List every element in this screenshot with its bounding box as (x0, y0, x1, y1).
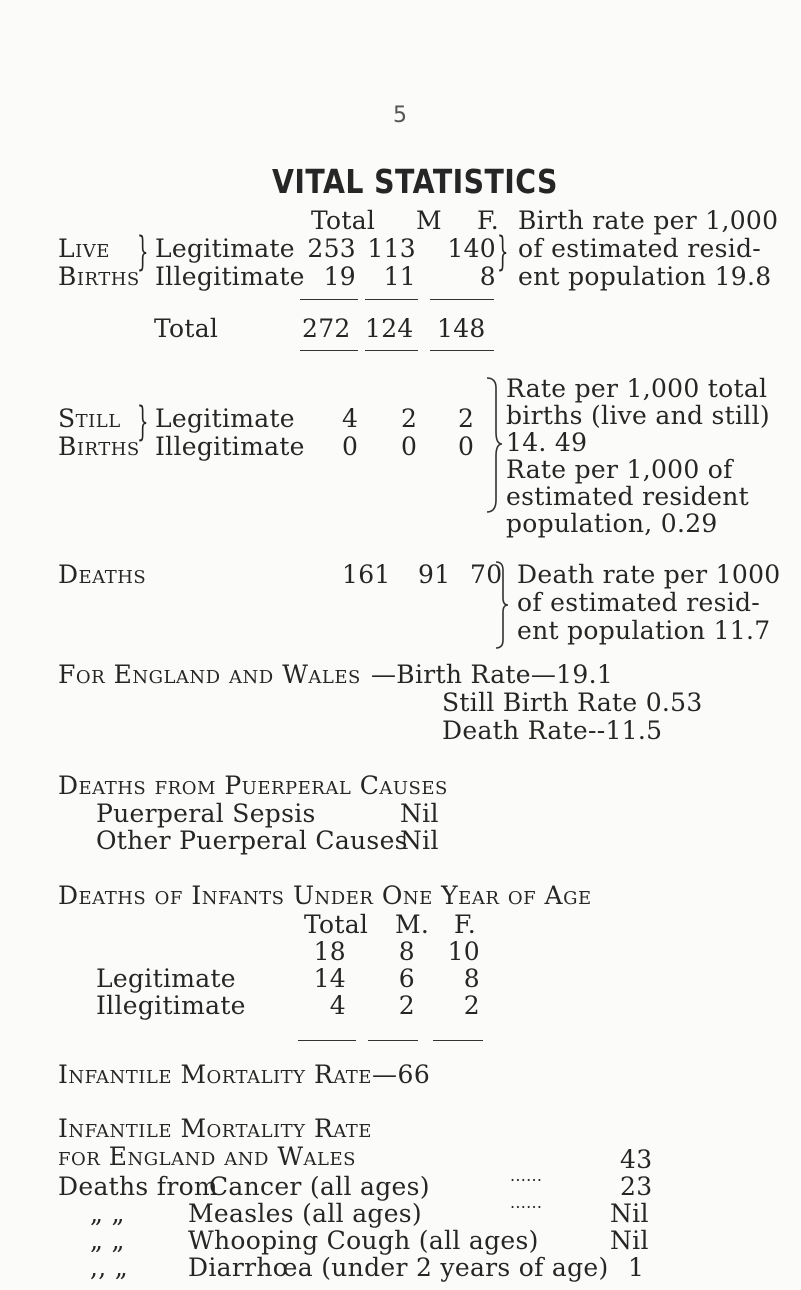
header-total: Total (311, 206, 376, 235)
rule (433, 1040, 483, 1041)
row-value: Nil (400, 826, 439, 855)
note-line: estimated resident (506, 482, 749, 511)
imr-ew-value: 43 (620, 1145, 653, 1174)
row-value: Nil (400, 799, 439, 828)
rate-text: of estimated resid- (518, 234, 762, 263)
cause-label: Whooping Cough (all ages) (188, 1226, 539, 1255)
ew-line: —Birth Rate—19.1 (371, 660, 614, 689)
england-wales-label: For England and Wales (58, 660, 361, 689)
rule (430, 350, 494, 351)
overall-f: 10 (447, 937, 480, 966)
cause-value: 1 (628, 1253, 645, 1282)
cause-prefix: „ „ (90, 1199, 125, 1228)
row-label: Illegitimate (155, 262, 305, 291)
rule (300, 350, 358, 351)
cell-f: 0 (458, 432, 475, 461)
cause-value: Nil (610, 1226, 649, 1255)
cell-total: 0 (342, 432, 359, 461)
row-label: Puerperal Sepsis (96, 799, 316, 828)
cause-value: Nil (610, 1199, 649, 1228)
note-line: population, 0.29 (506, 509, 718, 538)
deaths-label: Deaths (58, 560, 147, 589)
birth-rate-title: Birth rate per 1,000 (518, 206, 779, 235)
deaths-m: 91 (418, 560, 451, 589)
section-heading: Deaths of Infants Under One Year of Age (58, 881, 592, 910)
rule (365, 350, 418, 351)
note-line: ent population 11.7 (517, 616, 771, 645)
row-label: Other Puerperal Causes (96, 826, 408, 855)
page-number: 5 (393, 103, 407, 128)
brace-left: } (137, 229, 149, 275)
total-label: Total (154, 314, 219, 343)
row-label: Legitimate (155, 404, 295, 433)
births-label: Births (58, 432, 140, 461)
total-f: 148 (437, 314, 486, 343)
rule (430, 299, 494, 300)
header-total: Total (304, 910, 369, 939)
births-label: Births (58, 262, 140, 291)
cell-m: 113 (367, 234, 416, 263)
cell-f: 8 (479, 262, 496, 291)
rate-text: ent population 19.8 (518, 262, 772, 291)
cell-total: 4 (342, 404, 359, 433)
overall-total: 18 (313, 937, 346, 966)
cell-m: 11 (383, 262, 416, 291)
row-label: Illegitimate (155, 432, 305, 461)
imr-ew-line: Infantile Mortality Rate (58, 1114, 372, 1143)
cell-total: 4 (329, 991, 346, 1020)
header-f: F. (477, 206, 499, 235)
note-line: Death rate per 1000 (517, 560, 781, 589)
page-title: VITAL STATISTICS (272, 162, 558, 201)
cell-f: 140 (447, 234, 496, 263)
ew-line: Still Birth Rate 0.53 (442, 688, 703, 717)
cell-total: 14 (313, 964, 346, 993)
rule (365, 299, 418, 300)
cause-leader: ...... (510, 1166, 543, 1185)
cause-prefix: „ „ (90, 1226, 125, 1255)
live-label: Live (58, 234, 110, 263)
ew-line: Death Rate--11.5 (442, 716, 663, 745)
rule (368, 1040, 418, 1041)
brace-right: } (497, 229, 509, 275)
cause-prefix: ,, „ (90, 1253, 128, 1282)
row-label: Illegitimate (96, 991, 246, 1020)
cell-total: 253 (307, 234, 356, 263)
note-line: Rate per 1,000 of (506, 455, 733, 484)
bracket-glyph (494, 560, 510, 650)
rule (300, 299, 358, 300)
cause-leader: ...... (510, 1193, 543, 1212)
cause-value: 23 (620, 1172, 653, 1201)
cause-label: Measles (all ages) (188, 1199, 422, 1228)
note-line: Rate per 1,000 total (506, 374, 768, 403)
cell-m: 6 (398, 964, 415, 993)
cell-f: 8 (463, 964, 480, 993)
deaths-total: 161 (342, 560, 391, 589)
note-line: births (live and still) (506, 401, 770, 430)
cause-prefix: Deaths from (58, 1172, 218, 1201)
deaths-f: 70 (470, 560, 503, 589)
header-m: M (416, 206, 442, 235)
cell-f: 2 (458, 404, 475, 433)
rule (298, 1040, 356, 1041)
cell-total: 19 (323, 262, 356, 291)
brace-left: } (137, 399, 149, 445)
bracket-glyph (484, 376, 504, 514)
row-label: Legitimate (155, 234, 295, 263)
note-line: 14. 49 (506, 428, 588, 457)
row-label: Legitimate (96, 964, 236, 993)
cause-label: Cancer (all ages) (209, 1172, 430, 1201)
cell-f: 2 (463, 991, 480, 1020)
infantile-mortality-rate: Infantile Mortality Rate—66 (58, 1060, 431, 1089)
overall-m: 8 (398, 937, 415, 966)
header-m: M. (395, 910, 430, 939)
total-total: 272 (302, 314, 351, 343)
cause-label: Diarrhœa (under 2 years of age) (188, 1253, 609, 1282)
header-f: F. (454, 910, 476, 939)
still-label: Still (58, 404, 121, 433)
total-m: 124 (365, 314, 414, 343)
cell-m: 2 (398, 991, 415, 1020)
cell-m: 2 (401, 404, 418, 433)
cell-m: 0 (401, 432, 418, 461)
section-heading: Deaths from Puerperal Causes (58, 771, 448, 800)
note-line: of estimated resid- (517, 588, 761, 617)
imr-ew-line: for England and Wales (58, 1142, 356, 1171)
